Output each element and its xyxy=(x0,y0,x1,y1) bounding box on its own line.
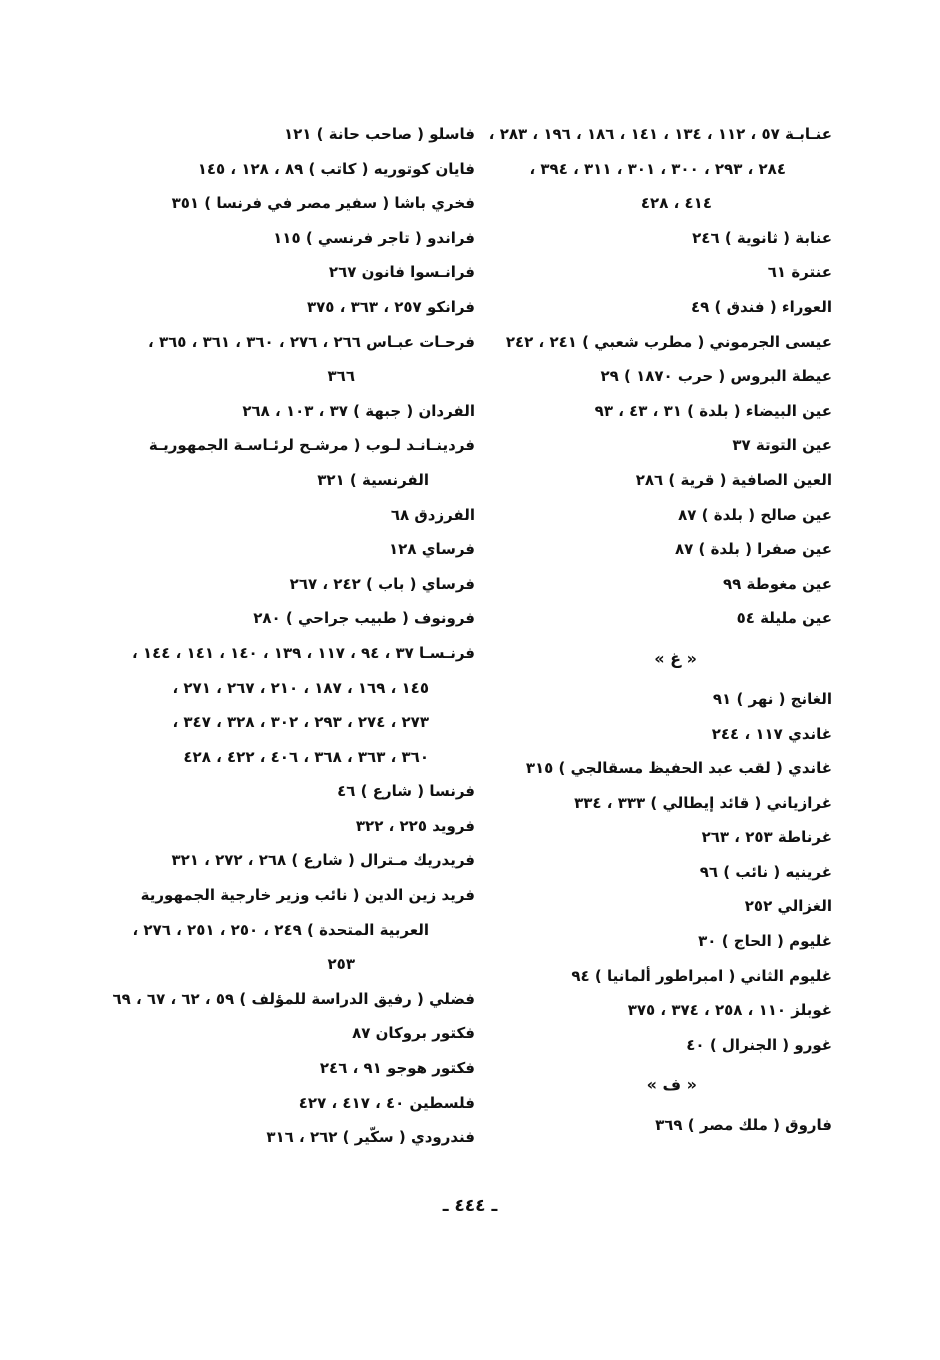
index-entry: فايان كوتوريه ( كاتب ) ٨٩ ، ١٢٨ ، ١٤٥ xyxy=(197,159,475,178)
index-entry-continuation: العربية المتحدة ) ٢٤٩ ، ٢٥٠ ، ٢٥١ ، ٢٧٦ ، xyxy=(132,920,429,939)
index-entry: فرانـسوا فانون ٢٦٧ xyxy=(328,263,475,282)
index-column-right xyxy=(488,117,832,1143)
index-entry: الفرزدق ٦٨ xyxy=(390,505,475,524)
index-entry: فضلي ( رفيق الدراسة للمؤلف ) ٥٩ ، ٦٢ ، ٦٧ ، ٦٩ xyxy=(112,989,475,1008)
index-entry: عيطة البروس ( حرب ١٨٧٠ ) ٢٩ xyxy=(600,367,832,386)
index-entry: فكتور بروكان ٨٧ xyxy=(352,1024,475,1043)
index-entry: فاسلو ( صاحب حانة ) ١٢١ xyxy=(283,125,475,143)
index-entry: فلسطين ٤٠ ، ٤١٧ ، ٤٢٧ xyxy=(298,1093,475,1112)
index-entry: فريد زين الدين ( نائب وزير خارجية الجمهورية xyxy=(140,886,475,905)
index-entry: فرنسا ( شارع ) ٤٦ xyxy=(337,782,475,801)
index-entry-continuation: ٣٦٦ xyxy=(327,367,355,386)
index-entry: غرينيه ( نائب ) ٩٦ xyxy=(699,862,832,881)
index-entry: فريدريك مـترال ( شارع ) ٢٦٨ ، ٢٧٢ ، ٣٢١ xyxy=(171,851,475,870)
index-entry: فرنـسـا ٣٧ ، ٩٤ ، ١١٧ ، ١٣٩ ، ١٤٠ ، ١٤١ ، ١٤٤ ، xyxy=(132,643,475,662)
index-entry: غرازياني ( قائد إيطالي ) ٣٣٣ ، ٣٣٤ xyxy=(574,793,832,812)
index-entry: الفردان ( جبهة ) ٣٧ ، ١٠٣ ، ٢٦٨ xyxy=(242,401,475,420)
index-entry: عين البيضاء ( بلدة ) ٣١ ، ٤٣ ، ٩٣ xyxy=(594,401,832,420)
page-number: ـ ٤٤٤ ـ xyxy=(442,1196,498,1216)
index-entry: فرانكو ٢٥٧ ، ٣٦٣ ، ٣٧٥ xyxy=(307,297,475,316)
index-entry: العين الصافية ( قرية ) ٢٨٦ xyxy=(635,470,832,489)
index-entry: عنترة ٦١ xyxy=(767,263,832,282)
section-heading: « ف » xyxy=(646,1075,697,1095)
index-entry-continuation: ٢٥٣ xyxy=(327,955,355,974)
index-entry: فندرودي ( سكّير ) ٢٦٢ ، ٣١٦ xyxy=(266,1128,475,1147)
index-entry: غليوم الثاني ( امبراطور ألمانيا ) ٩٤ xyxy=(571,966,832,985)
index-entry: عين صفرا ( بلدة ) ٨٧ xyxy=(674,540,832,559)
index-entry: الغزالي ٢٥٢ xyxy=(744,897,832,916)
index-entry: غليوم ( الحاج ) ٣٠ xyxy=(698,932,832,951)
index-entry: فردينـانـد لـوب ( مرشـح لرئـاسـة الجمهوريـة xyxy=(148,436,475,455)
index-entry: العوراء ( فندق ) ٤٩ xyxy=(690,297,832,316)
index-entry: فرساي ١٢٨ xyxy=(389,540,475,559)
index-entry: عنـابـة ٥٧ ، ١١٢ ، ١٣٤ ، ١٤١ ، ١٨٦ ، ١٩٦ ، ٢٨٣ ، xyxy=(488,125,832,143)
section-heading: « غ » xyxy=(654,648,697,668)
index-entry: الغانج ( نهر ) ٩١ xyxy=(712,689,832,708)
index-entry-continuation: الفرنسية ) ٣٢١ xyxy=(317,470,429,489)
index-entry-continuation: ٢٧٣ ، ٢٧٤ ، ٢٩٣ ، ٣٠٢ ، ٣٢٨ ، ٣٤٧ ، xyxy=(172,713,429,732)
index-entry: غورو ( الجنرال ) ٤٠ xyxy=(686,1035,832,1054)
index-column-left xyxy=(112,117,475,1155)
index-entry-continuation: ٤١٤ ، ٤٢٨ xyxy=(640,194,712,213)
index-entry: غاندي ١١٧ ، ٢٤٤ xyxy=(711,724,832,743)
index-entry-continuation: ٢٨٤ ، ٢٩٣ ، ٣٠٠ ، ٣٠١ ، ٣١١ ، ٣٩٤ ، xyxy=(529,159,786,178)
index-entry-continuation: ١٤٥ ، ١٦٩ ، ١٨٧ ، ٢١٠ ، ٢٦٧ ، ٢٧١ ، xyxy=(172,678,429,697)
index-entry: عيسى الجرموني ( مطرب شعبي ) ٢٤١ ، ٢٤٢ xyxy=(505,332,832,351)
index-entry: عنابة ( ثانوية ) ٢٤٦ xyxy=(692,228,832,247)
index-entry: فاروق ( ملك مصر ) ٣٦٩ xyxy=(655,1116,832,1135)
index-entry: فرحـات عبـاس ٢٦٦ ، ٢٧٦ ، ٣٦٠ ، ٣٦١ ، ٣٦٥ ، xyxy=(148,332,475,351)
index-entry: عين صالح ( بلدة ) ٨٧ xyxy=(678,505,832,524)
index-entry: غرناطة ٢٥٣ ، ٢٦٣ xyxy=(701,828,832,847)
index-entry: عين مغوطة ٩٩ xyxy=(722,574,832,593)
index-entry: غاندي ( لقب عبد الحفيظ مسقالجي ) ٣١٥ xyxy=(525,759,832,778)
index-entry: فرويد ٢٢٥ ، ٣٢٢ xyxy=(355,816,475,835)
index-entry-continuation: ٣٦٠ ، ٣٦٣ ، ٣٦٨ ، ٤٠٦ ، ٤٢٢ ، ٤٢٨ xyxy=(183,747,429,766)
index-entry: فرونوف ( طبيب جراحي ) ٢٨٠ xyxy=(253,609,475,628)
index-entry: فخري باشا ( سفير مصر في فرنسا ) ٣٥١ xyxy=(171,194,475,213)
index-entry: فكتور هوجو ٩١ ، ٢٤٦ xyxy=(319,1059,475,1078)
index-entry: غوبلز ١١٠ ، ٢٥٨ ، ٣٧٤ ، ٣٧٥ xyxy=(627,1001,832,1020)
index-entry: فرساي ( باب ) ٢٤٢ ، ٢٦٧ xyxy=(289,574,475,593)
index-entry: فراندو ( تاجر فرنسي ) ١١٥ xyxy=(273,228,475,247)
index-entry: عين التوتة ٣٧ xyxy=(732,436,832,455)
index-entry: عين مليلة ٥٤ xyxy=(736,609,832,628)
